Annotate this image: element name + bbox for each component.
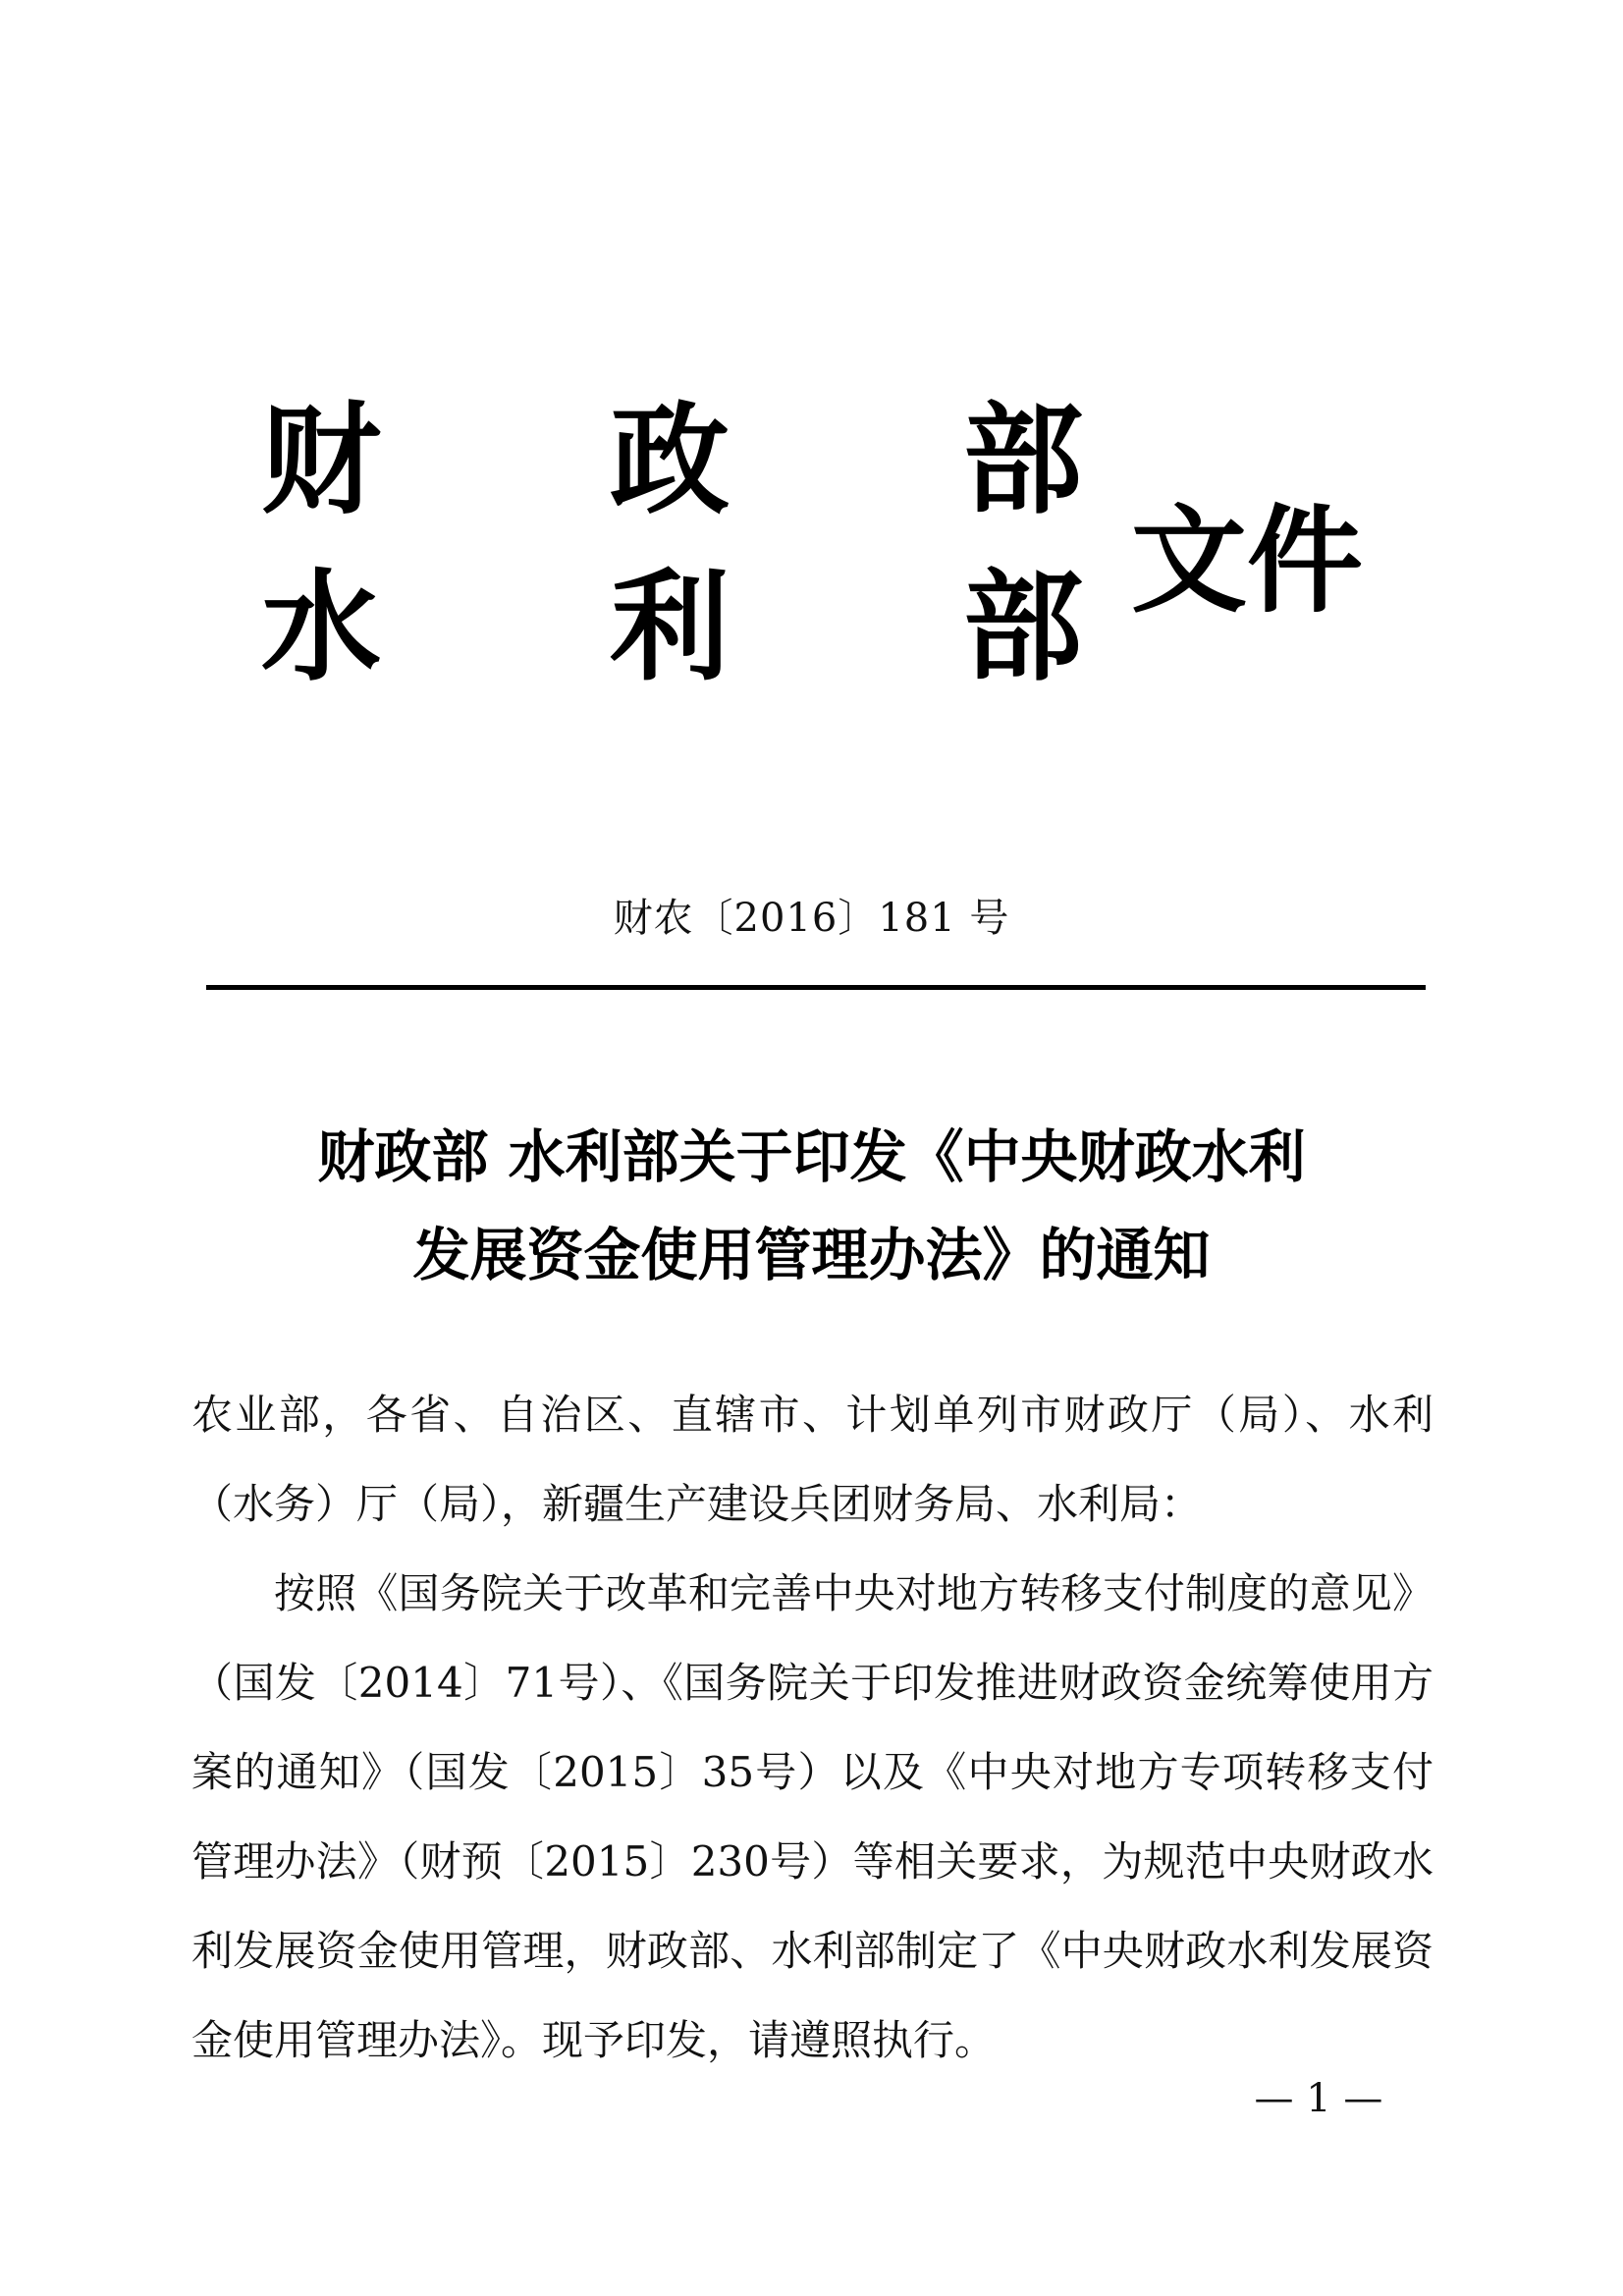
letterhead: [257, 391, 1386, 705]
letterhead-suffix: 文件: [1131, 492, 1364, 629]
letterhead-char: 政: [610, 389, 730, 530]
body-paragraph: 按照《国务院关于改革和完善中央对地方转移支付制度的意见》（国发〔2014〕71号）、《国务院关于印发推进财政资金统筹使用方案的通知》（国发〔2015〕35号）以及《中央对地方专项转移支付管理办法》（财预〔2015〕230号）等相关要求，为规范中央财政水利发展资金使用管理，财政部、水利部制定了《中央财政水利发展资金使用管理办法》。现予印发，请遵照执行。: [191, 1569, 1434, 2064]
title-line-2: 发展资金使用管理办法》的通知: [412, 1222, 1211, 1288]
letterhead-char: 利: [610, 556, 730, 697]
title-line-1: 财政部 水利部关于印发《中央财政水利: [317, 1123, 1306, 1190]
addressee-paragraph: 农业部，各省、自治区、直辖市、计划单列市财政厅（局）、水利（水务）厅（局），新疆生产建设兵团财务局、水利局：: [191, 1391, 1434, 1528]
letterhead-row-finance: [257, 391, 1102, 528]
document-number: 财农〔2016〕181 号: [613, 896, 1010, 941]
letterhead-char: 部: [963, 556, 1083, 697]
header-divider: [206, 985, 1426, 990]
letterhead-char: 部: [963, 389, 1083, 530]
letterhead-char: 水: [261, 556, 381, 697]
letterhead-char: 财: [261, 389, 381, 530]
document-title: [0, 1108, 1623, 1304]
document-body: [191, 1370, 1434, 2085]
page-number: — 1 —: [1254, 2076, 1383, 2121]
letterhead-row-water: [257, 558, 1102, 695]
